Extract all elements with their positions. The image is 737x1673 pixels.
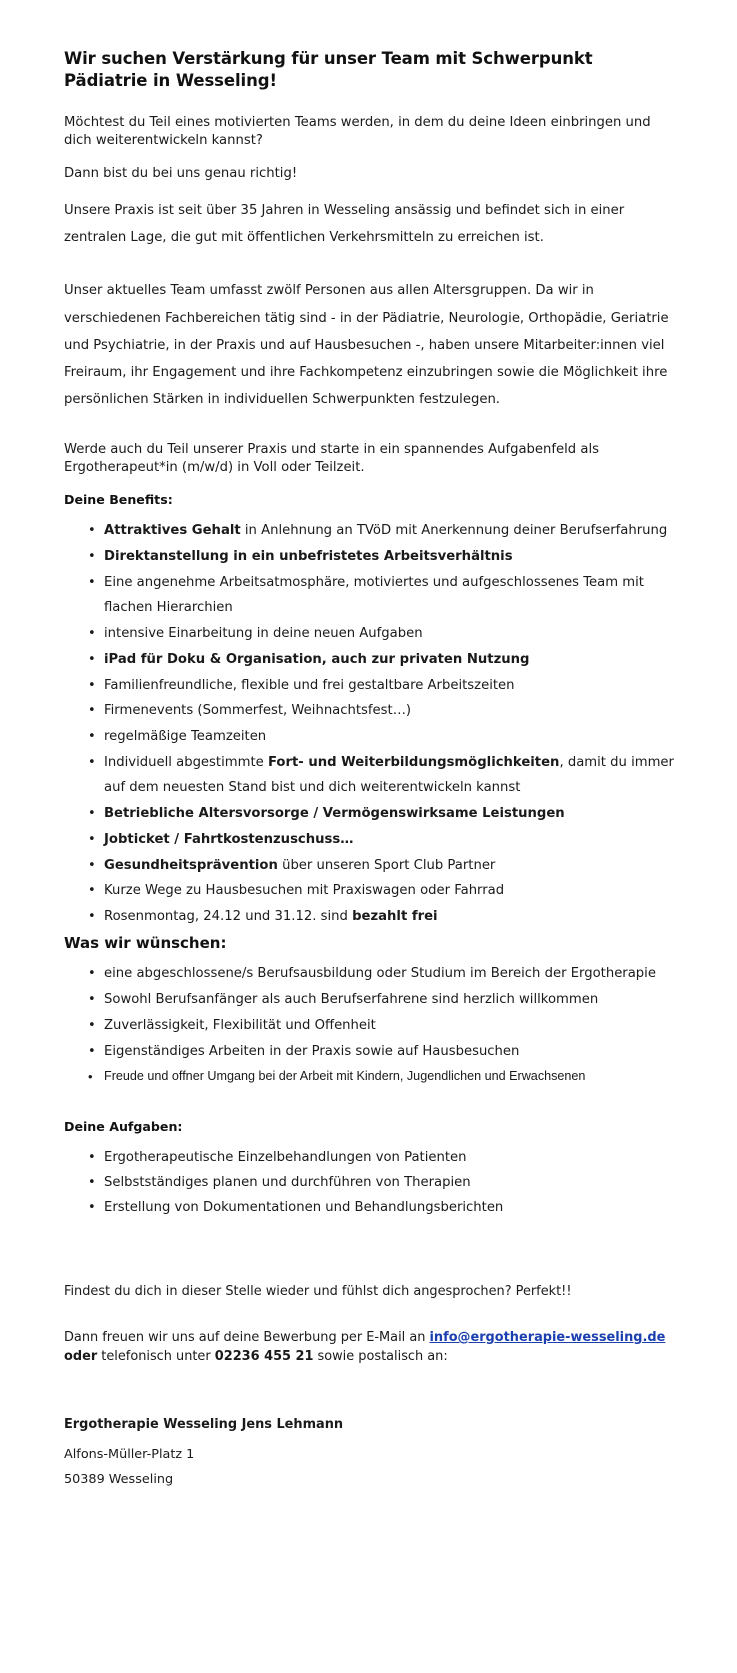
list-item-label: Zuverlässigkeit, Flexibilität und Offenheit	[104, 1017, 376, 1033]
email-link[interactable]: info@ergotherapie-wesseling.de	[429, 1329, 666, 1345]
list-item	[64, 904, 679, 930]
list-item-emphasis: Gesundheitsprävention	[104, 857, 278, 873]
contact-address	[64, 1415, 679, 1491]
list-item	[64, 853, 679, 879]
apply-prefix-text: Dann freuen wir uns auf deine Bewerbung per E-Mail an	[64, 1329, 430, 1345]
list-item-label: Ergotherapeutische Einzelbehandlungen von Patienten	[104, 1150, 467, 1166]
list-item	[64, 724, 679, 750]
list-item-label: Eigenständiges Arbeiten in der Praxis sowie auf Hausbesuchen	[104, 1043, 520, 1059]
list-item	[64, 621, 679, 647]
list-item	[64, 750, 679, 801]
list-item-emphasis: Direktanstellung in ein unbefristetes Arbeitsverhältnis	[104, 548, 513, 564]
spacer	[64, 1093, 679, 1119]
list-item-emphasis: bezahlt frei	[352, 909, 438, 925]
list-item	[64, 878, 679, 904]
list-item-label: regelmäßige Teamzeiten	[104, 728, 267, 744]
list-item-label: Sowohl Berufsanfänger als auch Berufserfahrene sind herzlich willkommen	[104, 992, 599, 1008]
list-item-label: eine abgeschlossene/s Berufsausbildung oder Studium im Bereich der Ergotherapie	[104, 966, 656, 982]
list-item	[64, 570, 679, 621]
list-item-label: Rosenmontag, 24.12 und 31.12. sind	[104, 909, 353, 925]
company-name: Ergotherapie Wesseling Jens Lehmann	[64, 1416, 344, 1432]
benefits-heading: Deine Benefits:	[64, 491, 173, 507]
street-address: Alfons-Müller-Platz 1	[64, 1446, 195, 1462]
list-item-label: über unseren Sport Club Partner	[277, 857, 496, 873]
apply-suffix-text: sowie postalisch an:	[313, 1349, 448, 1365]
list-item-emphasis: Attraktives Gehalt	[104, 523, 241, 539]
phone-number: 02236 455 21	[214, 1349, 314, 1365]
list-item	[64, 801, 679, 827]
benefits-list	[64, 518, 679, 930]
list-item-label: Familienfreundliche, flexible und frei gestaltbare Arbeitszeiten	[104, 677, 515, 693]
list-item-label: Firmenevents (Sommerfest, Weihnachtsfest…)	[104, 703, 412, 719]
list-item	[64, 698, 679, 724]
wishes-heading: Was wir wünschen:	[64, 933, 227, 952]
list-item	[64, 1145, 679, 1170]
list-item	[64, 987, 679, 1013]
intro-paragraph-2: Dann bist du bei uns genau richtig!	[64, 165, 298, 181]
spacer	[64, 1302, 679, 1328]
list-item	[64, 1195, 679, 1220]
list-item-label: Kurze Wege zu Hausbesuchen mit Praxiswagen oder Fahrrad	[104, 883, 505, 899]
closing-question: Findest du dich in dieser Stelle wieder und fühlst dich angesprochen? Perfekt!!	[64, 1284, 572, 1300]
list-item-label: Eine angenehme Arbeitsatmosphäre, motiviertes und aufgeschlossenes Team mit flachen Hierarchien	[104, 574, 644, 616]
intro-paragraph-3: Unsere Praxis ist seit über 35 Jahren in Wesseling ansässig und befindet sich in einer zentralen Lage, die gut mit öffentlichen Verkehrsmitteln zu erreichen ist.	[64, 203, 625, 246]
list-item-emphasis: Jobticket / Fahrtkostenzuschuss…	[104, 831, 354, 847]
list-item	[64, 1064, 679, 1089]
city-address: 50389 Wesseling	[64, 1472, 174, 1488]
job-posting	[64, 48, 679, 1490]
intro-paragraph-5: Werde auch du Teil unserer Praxis und starte in ein spannendes Aufgabenfeld als Ergotherapeut*in (m/w/d) in Voll oder Teilzeit.	[64, 441, 599, 476]
list-item	[64, 1013, 679, 1039]
list-item-emphasis: Betriebliche Altersvorsorge / Vermögenswirksame Leistungen	[104, 806, 565, 822]
list-item-label: intensive Einarbeitung in deine neuen Aufgaben	[104, 626, 423, 642]
spacer	[64, 1367, 679, 1415]
list-item	[64, 961, 679, 987]
apply-oder-text: oder	[64, 1349, 98, 1365]
list-item-label: , damit du immer auf dem neuesten Stand bist und dich weiterentwickeln kannst	[104, 754, 674, 796]
application-instructions	[64, 1328, 679, 1367]
wishes-list	[64, 961, 679, 1088]
intro-paragraph-1: Möchtest du Teil eines motivierten Teams werden, in dem du deine Ideen einbringen und dich weiterentwickeln kannst?	[64, 114, 651, 149]
tasks-heading: Deine Aufgaben:	[64, 1118, 183, 1134]
intro-paragraph-4: Unser aktuelles Team umfasst zwölf Personen aus allen Altersgruppen. Da wir in verschiedenen Fachbereichen tätig sind - in der Pädiatrie, Neurologie, Orthopädie, Geriatrie und Psychiatrie, in der Praxis und auf Hausbesuchen -, haben unsere Mitarbeiter:innen viel Freiraum, ihr Engagement und ihre Fachkompetenz einzubringen sowie die Möglichkeit ihre persönlichen Stärken in individuellen Schwerpunkten festzulegen.	[64, 283, 669, 407]
list-item	[64, 673, 679, 699]
list-item	[64, 827, 679, 853]
list-item-label: Selbstständiges planen und durchführen von Therapien	[104, 1175, 471, 1191]
spacer	[64, 267, 679, 277]
list-item	[64, 1170, 679, 1195]
list-item	[64, 647, 679, 673]
spacer	[64, 431, 679, 441]
list-item-label: Individuell abgestimmte	[104, 754, 268, 770]
list-item	[64, 544, 679, 570]
list-item-label: Erstellung von Dokumentationen und Behandlungsberichten	[104, 1200, 504, 1216]
tasks-list	[64, 1145, 679, 1220]
list-item-label: Freude und offner Umgang bei der Arbeit mit Kindern, Jugendlichen und Erwachsenen	[104, 1069, 586, 1084]
page-title: Wir suchen Verstärkung für unser Team mit Schwerpunkt Pädiatrie in Wesseling!	[64, 49, 593, 90]
spacer	[64, 1224, 679, 1282]
apply-phone-prefix: telefonisch unter	[97, 1349, 215, 1365]
list-item	[64, 518, 679, 544]
list-item-emphasis: Fort- und Weiterbildungsmöglichkeiten	[267, 754, 560, 770]
list-item-emphasis: iPad für Doku & Organisation, auch zur privaten Nutzung	[104, 651, 530, 667]
list-item	[64, 1039, 679, 1065]
list-item-label: in Anlehnung an TVöD mit Anerkennung deiner Berufserfahrung	[240, 523, 668, 539]
